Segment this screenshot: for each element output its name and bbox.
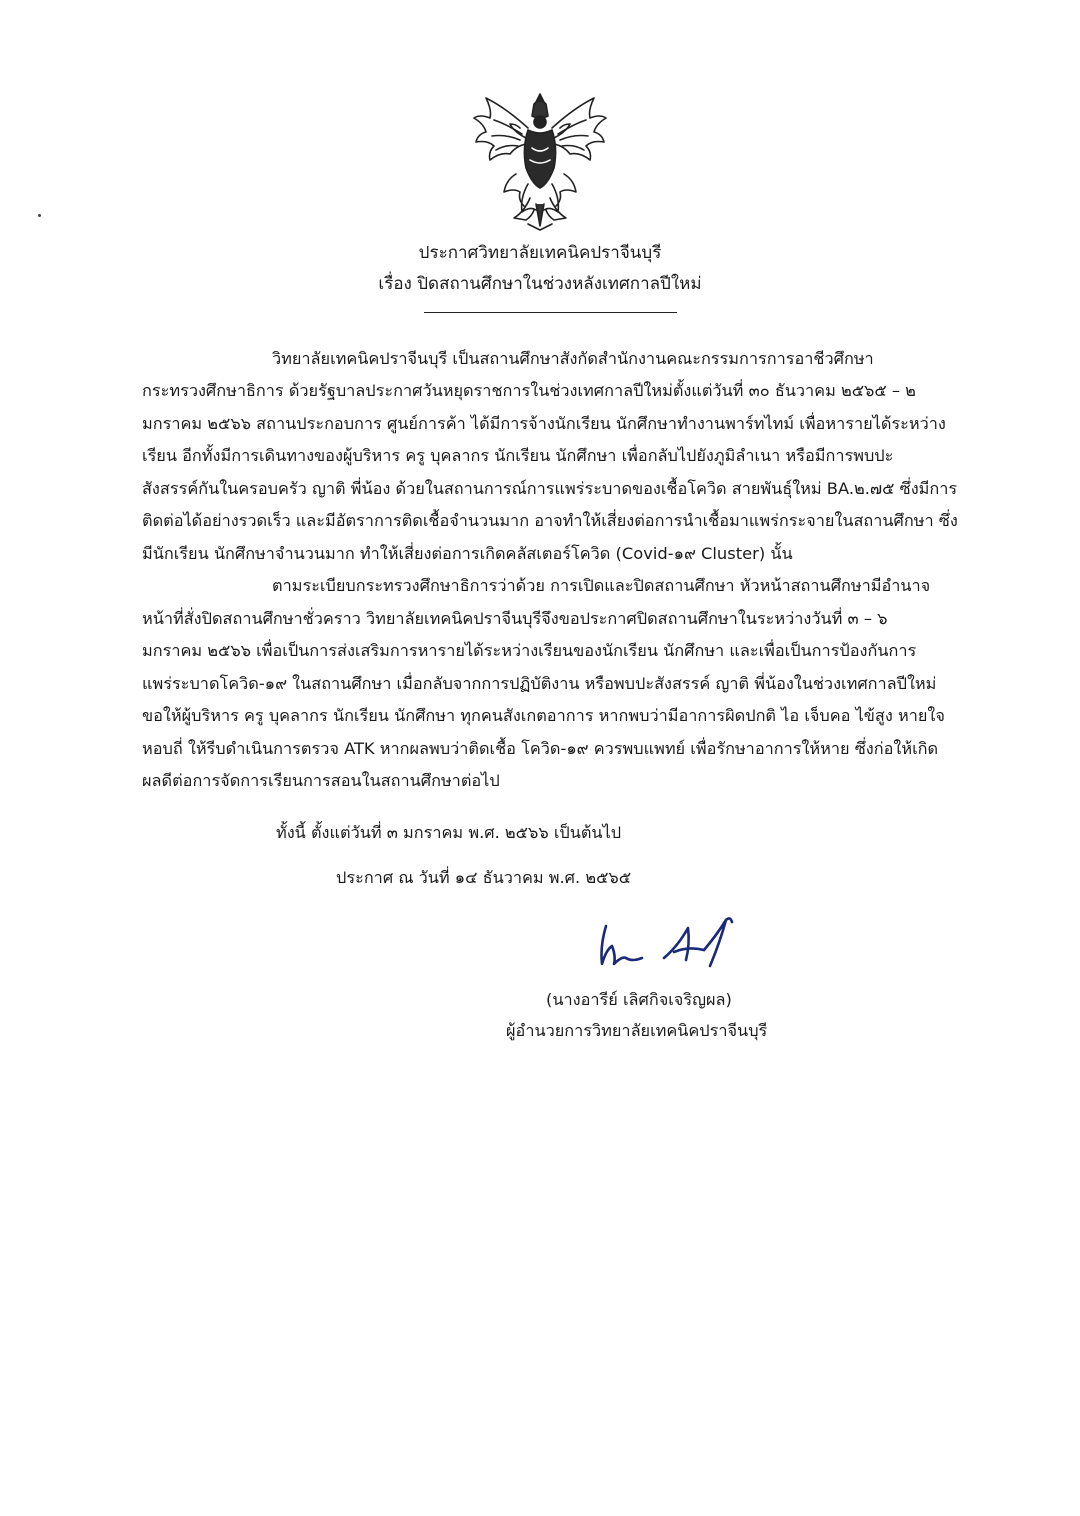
- scan-speck: [38, 214, 41, 217]
- signatory-position: ผู้อำนวยการวิทยาลัยเทคนิคปราจีนบุรี: [506, 1021, 768, 1040]
- para1-line-2: กระทรวงศึกษาธิการ ด้วยรัฐบาลประกาศวันหยุดราชการในช่วงเทศกาลปีใหม่ตั้งแต่วันที่ ๓๐ ธันวาคม ๒๕๖๕ – ๒: [142, 381, 916, 400]
- para2-line-4: แพร่ระบาดโควิด-๑๙ ในสถานศึกษา เมื่อกลับจากการปฏิบัติงาน หรือพบปะสังสรรค์ ญาติ พี่น้องในช่วงเทศกาลปีใหม่: [142, 674, 937, 693]
- para2-line-5: ขอให้ผู้บริหาร ครู บุคลากร นักเรียน นักศึกษา ทุกคนสังเกตอาการ หากพบว่ามีอาการผิดปกติ ไอ เจ็บคอ ไข้สูง หายใจ: [142, 706, 945, 725]
- para1-line-3: มกราคม ๒๕๖๖ สถานประกอบการ ศูนย์การค้า ได้มีการจ้างนักเรียน นักศึกษาทำงานพาร์ทไทม์ เพื่อหารายได้ระหว่าง: [142, 414, 946, 433]
- effective-date: ทั้งนี้ ตั้งแต่วันที่ ๓ มกราคม พ.ศ. ๒๕๖๖ เป็นต้นไป: [276, 823, 622, 842]
- para2-line-6: หอบถี่ ให้รีบดำเนินการตรวจ ATK หากผลพบว่าติดเชื้อ โควิด-๑๙ ควรพบแพทย์ เพื่อรักษาอาการให้หาย ซึ่งก่อให้เกิด: [142, 739, 939, 758]
- para1-line-6: ติดต่อได้อย่างรวดเร็ว และมีอัตราการติดเชื้อจำนวนมาก อาจทำให้เสี่ยงต่อการนำเชื้อมาแพร่กระจายในสถานศึกษา ซึ่ง: [142, 511, 958, 530]
- para2-line-1: ตามระเบียบกระทรวงศึกษาธิการว่าด้วย การเปิดและปิดสถานศึกษา หัวหน้าสถานศึกษามีอำนาจ: [272, 576, 931, 595]
- para1-line-5: สังสรรค์กันในครอบครัว ญาติ พี่น้อง ด้วยในสถานการณ์การแพร่ระบาดของเชื้อโควิด สายพันธุ์ใหม่ BA.๒.๗๕ ซึ่งมีการ: [142, 479, 958, 498]
- para2-line-2: หน้าที่สั่งปิดสถานศึกษาชั่วคราว วิทยาลัยเทคนิคปราจีนบุรีจึงขอประกาศปิดสถานศึกษาในระหว่างวันที่ ๓ – ๖: [142, 609, 888, 628]
- title-underline: [424, 312, 677, 313]
- para2-line-7: ผลดีต่อการจัดการเรียนการสอนในสถานศึกษาต่อไป: [142, 771, 500, 790]
- handwritten-signature: [592, 906, 742, 976]
- garuda-emblem-icon: [466, 88, 614, 234]
- para2-line-3: มกราคม ๒๕๖๖ เพื่อเป็นการส่งเสริมการหารายได้ระหว่างเรียนของนักเรียน นักศึกษา และเพื่อเป็นการป้องกันการ: [142, 641, 917, 660]
- signatory-name: (นางอารีย์ เลิศกิจเจริญผล): [546, 990, 732, 1009]
- announcement-title: ประกาศวิทยาลัยเทคนิคปราจีนบุรี: [418, 243, 662, 263]
- announcement-subject: เรื่อง ปิดสถานศึกษาในช่วงหลังเทศกาลปีใหม่: [378, 274, 702, 294]
- para1-line-7: มีนักเรียน นักศึกษาจำนวนมาก ทำให้เสี่ยงต่อการเกิดคลัสเตอร์โควิด (Covid-๑๙ Cluster) นั้น: [142, 544, 793, 563]
- para1-line-1: วิทยาลัยเทคนิคปราจีนบุรี เป็นสถานศึกษาสังกัดสำนักงานคณะกรรมการการอาชีวศึกษา: [272, 349, 874, 368]
- announcement-date: ประกาศ ณ วันที่ ๑๔ ธันวาคม พ.ศ. ๒๕๖๕: [336, 868, 632, 887]
- para1-line-4: เรียน อีกทั้งมีการเดินทางของผู้บริหาร ครู บุคลากร นักเรียน นักศึกษา เพื่อกลับไปยังภูมิลำเนา หรือมีการพบปะ: [142, 446, 894, 465]
